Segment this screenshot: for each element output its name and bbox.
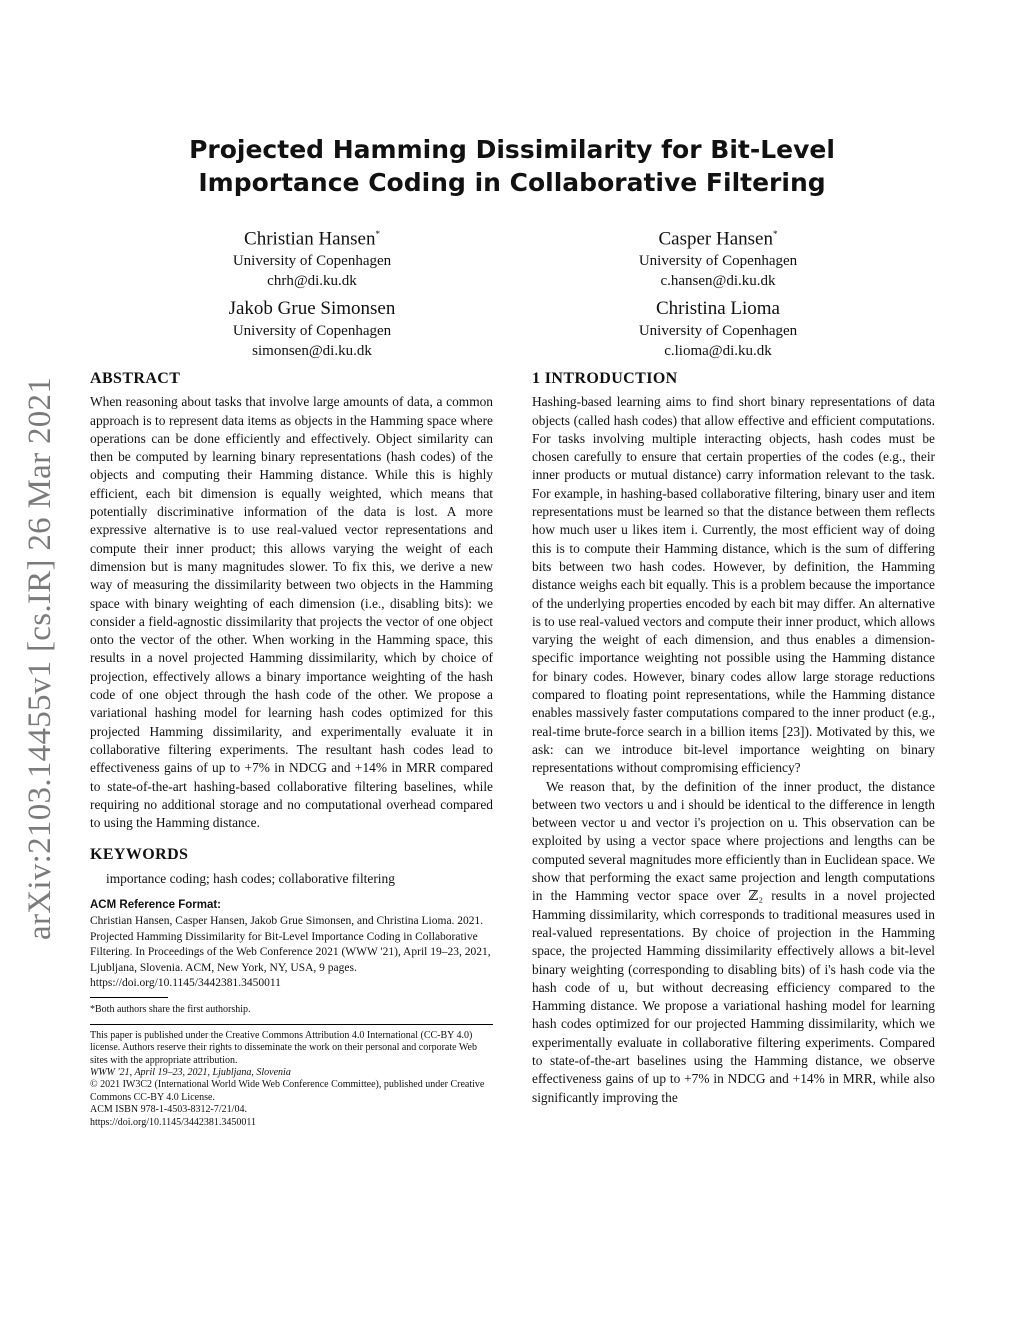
paper-title	[150, 133, 874, 199]
abstract-heading: ABSTRACT	[90, 370, 181, 387]
copyright-block	[90, 1030, 493, 1129]
author-name: Christian Hansen	[244, 228, 376, 250]
introduction-heading: 1 INTRODUCTION	[532, 370, 678, 387]
arxiv-identifier: arXiv:2103.14455v1 [cs.IR] 26 Mar 2021	[22, 376, 58, 940]
keywords-text: importance coding; hash codes; collaborative filtering	[106, 870, 395, 886]
right-column	[532, 370, 935, 1107]
title-line-1: Projected Hamming Dissimilarity for Bit-Level	[189, 135, 835, 164]
author-mark: *	[773, 229, 778, 239]
author-block-2	[528, 222, 908, 291]
author-affiliation: University of Copenhagen	[232, 323, 392, 339]
author-affiliation: University of Copenhagen	[638, 323, 798, 339]
isbn-line: ACM ISBN 978-1-4503-8312-7/21/04.	[90, 1104, 247, 1116]
acm-reference-heading: ACM Reference Format:	[90, 899, 221, 912]
doi-line: https://doi.org/10.1145/3442381.3450011	[90, 1116, 257, 1128]
intro-paragraph-2: We reason that, by the definition of the inner product, the distance between two vectors u and i should be identical to the difference in length between vector u and vector i's projection on u. This observation can be exploited by using a vector space where projections and lengths can be computed several magnitudes more efficiently than in Euclidean space. We show that performing the exact same projection and length computations in the Hamming vector space over ℤ₂ results in a novel projected Hamming dissimilarity, which corresponds to traditional measures used in real-valued representations. By choice of projection in the Hamming space, the projected Hamming dissimilarity effectively allows a bit-level binary weighting (corresponding to disabling bits) of i's hash code via the hash code of u, but without decreasing efficiency compared to the Hamming distance. We propose a variational hashing model for learning hash codes optimized for our projected Hamming dissimilarity, which we experimentally evaluate in collaborative filtering experiments. Compared to state-of-the-art baselines using the Hamming distance, we observe effectiveness gains of up to +7% in NDCG and +14% in MRR, while also significantly improving the	[532, 778, 935, 1105]
author-email: chrh@di.ku.dk	[267, 273, 357, 290]
author-affiliation: University of Copenhagen	[232, 253, 392, 270]
license-text: This paper is published under the Creative Commons Attribution 4.0 International (CC-BY 4.0) license. Authors reserve their rights to disseminate the work on their personal and corporate Web sites with the appropriate attribution.	[90, 1029, 477, 1066]
author-mark: *	[375, 229, 380, 239]
title-line-2: Importance Coding in Collaborative Filtering	[198, 168, 826, 197]
author-block-3	[122, 297, 502, 361]
author-name: Christina Lioma	[655, 298, 780, 319]
copyright-line: © 2021 IW3C2 (International World Wide Web Conference Committee), published under Creative Commons CC-BY 4.0 License.	[90, 1079, 485, 1103]
left-column	[90, 370, 493, 1129]
footnote-rule	[90, 997, 168, 998]
author-affiliation: University of Copenhagen	[638, 253, 798, 270]
copyright-rule	[90, 1024, 493, 1025]
author-email: c.hansen@di.ku.dk	[660, 273, 776, 290]
conference-line: WWW '21, April 19–23, 2021, Ljubljana, Slovenia	[90, 1067, 291, 1079]
author-block-1	[122, 222, 502, 291]
author-name: Casper Hansen	[658, 228, 773, 250]
keywords-heading: KEYWORDS	[90, 846, 189, 864]
author-email: simonsen@di.ku.dk	[252, 343, 372, 359]
intro-paragraph-1: Hashing-based learning aims to find short binary representations of data objects (called hash codes) that allow effective and efficient computations. For tasks involving multiple interacting objects, hash codes must be chosen carefully to ensure that certain properties of the codes (e.g., their inner products or mutual distance) carry information relevant to the task. For example, in hashing-based collaborative filtering, binary user and item representations must be learned so that the distance between them reflects how much user u likes item i. Currently, the most efficient way of doing this is to compute their Hamming distance, which is the sum of differing bits between two hash codes. However, by definition, the Hamming distance weighs each bit equally. This is a problem because the importance of the underlying properties encoded by each bit may differ. An alternative is to use real-valued vectors and compute their inner product, which allows varying the weight of each dimension, and thus enables a dimension-specific importance weighting not possible using the Hamming distance for binary codes. However, binary codes allow large storage reductions compared to floating point representations, while the Hamming distance enables massively faster computations compared to the inner product (e.g., real-time brute-force search in a billion items [23]). Motivated by this, we ask: can we introduce bit-level importance weighting on binary representations without compromising efficiency?	[532, 394, 935, 776]
author-block-4	[528, 297, 908, 361]
author-email: c.lioma@di.ku.dk	[664, 343, 772, 359]
footnote: *Both authors share the first authorship.	[90, 1003, 251, 1015]
author-name: Jakob Grue Simonsen	[228, 298, 396, 319]
acm-reference-text: Christian Hansen, Casper Hansen, Jakob Grue Simonsen, and Christina Lioma. 2021. Projected Hamming Dissimilarity for Bit-Level Importance Coding in Collaborative Filtering. In Proceedings of the Web Conference 2021 (WWW '21), April 19–23, 2021, Ljubljana, Slovenia. ACM, New York, NY, USA, 9 pages. https://doi.org/10.1145/3442381.3450011	[90, 915, 491, 990]
abstract-text: When reasoning about tasks that involve large amounts of data, a common approach is to represent data items as objects in the Hamming space where operations can be done efficiently and effectively. Object similarity can then be computed by learning binary representations (hash codes) of the objects and computing their Hamming distance. While this is highly efficient, each bit dimension is equally weighted, which means that potentially discriminative information of the data is lost. A more expressive alternative is to use real-valued vector representations and compute their inner product; this allows varying the weight of each dimension but is many magnitudes slower. To fix this, we derive a new way of measuring the dissimilarity between two objects in the Hamming space with binary weighting of each dimension (i.e., disabling bits): we consider a field-agnostic dissimilarity that projects the vector of one object onto the vector of the other. When working in the Hamming space, this results in a novel projected Hamming dissimilarity, which by choice of projection, effectively allows a binary importance weighting of the hash code of one object through the hash code of the other. We propose a variational hashing model for learning hash codes optimized for this projected Hamming dissimilarity, and experimentally evaluate it in collaborative filtering experiments. The resultant hash codes lead to effectiveness gains of up to +7% in NDCG and +14% in MRR compared to state-of-the-art hashing-based collaborative filtering baselines, while requiring no additional storage and no computational overhead compared to using the Hamming distance.	[90, 394, 493, 831]
